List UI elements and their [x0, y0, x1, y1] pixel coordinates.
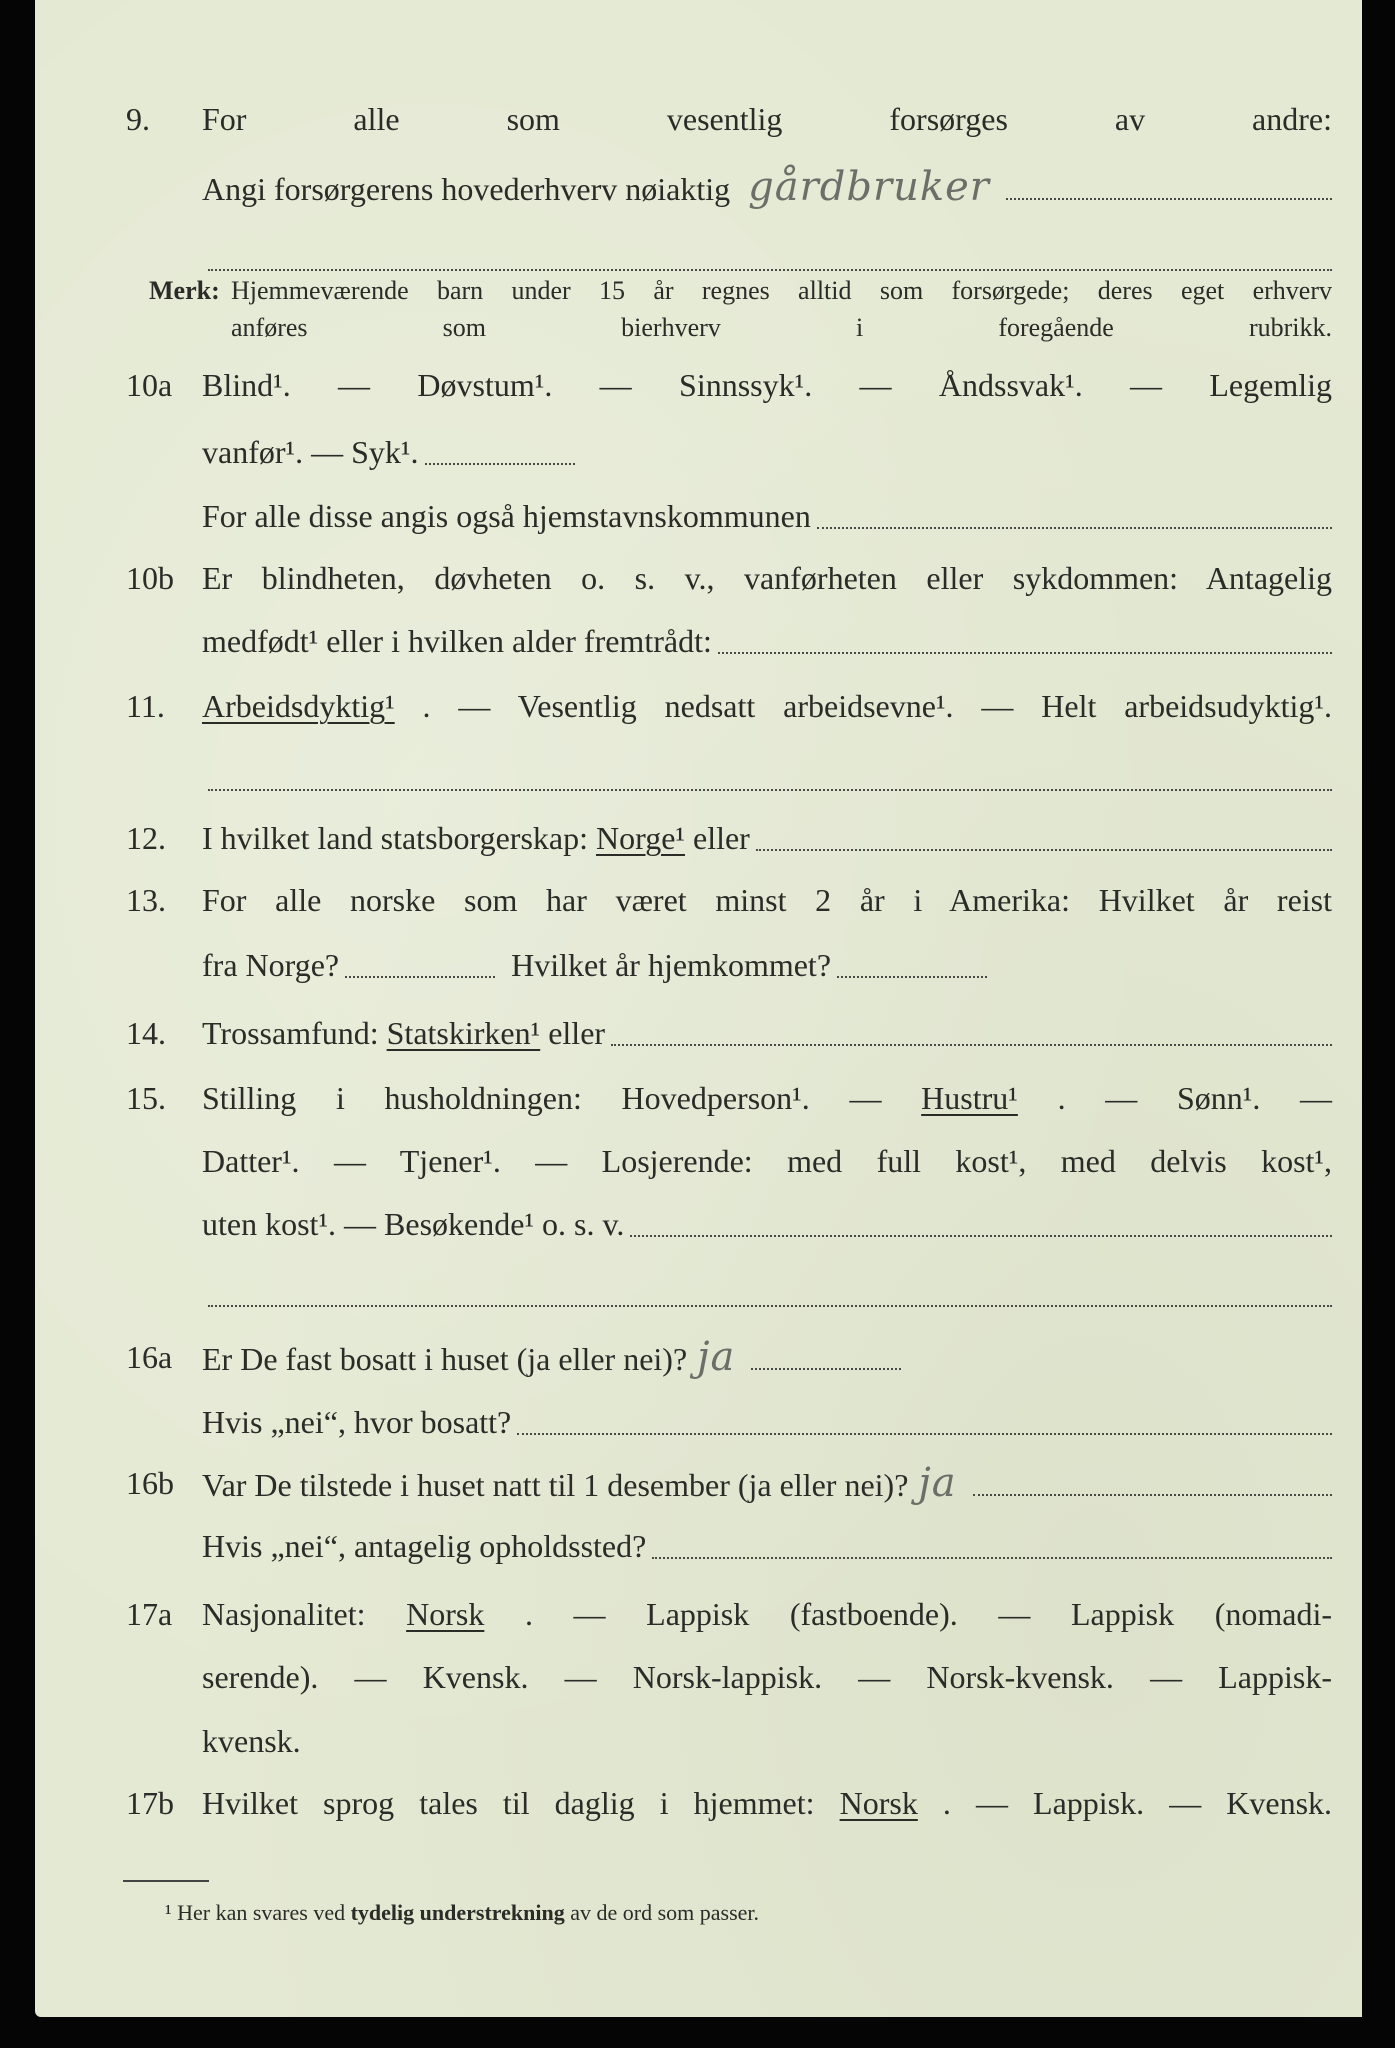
- form-text: . — Vesentlig nedsatt arbeidsevne¹. — Helt arbeidsudyktig¹.: [422, 688, 1332, 724]
- handwritten-answer: ja: [918, 1460, 957, 1506]
- census-form-page: [35, 0, 1362, 2017]
- form-line: [126, 1334, 1332, 1380]
- form-text: Trossamfund:: [202, 1015, 387, 1051]
- dotted-answer-line: [208, 789, 1332, 791]
- form-text: . — Lappisk. — Kvensk.: [942, 1785, 1333, 1821]
- dotted-answer-line: [425, 463, 575, 465]
- dotted-answer-line: [973, 1494, 1332, 1496]
- form-line: [202, 1201, 1332, 1247]
- form-line: [126, 1591, 1333, 1637]
- footnote-text-c: av de ord som passer.: [564, 1900, 760, 1925]
- form-line: [126, 683, 1332, 729]
- form-line: [126, 877, 1332, 923]
- form-text: For alle norske som har været minst 2 år i Amerika: Hvilket år reist: [202, 882, 1332, 918]
- handwritten-answer: ja: [697, 1334, 736, 1380]
- form-line: [202, 164, 1332, 210]
- form-line: [202, 429, 1332, 475]
- form-text: medfødt¹ eller i hvilken alder fremtrådt:: [202, 623, 712, 659]
- dotted-answer-line: [611, 1044, 1332, 1046]
- item-number: Merk:: [149, 276, 220, 305]
- dotted-answer-line: [345, 976, 495, 978]
- underlined-choice: Arbeidsdyktig¹: [202, 688, 395, 724]
- handwritten-answer: gårdbruker: [748, 164, 990, 210]
- item-number: 14.: [126, 1015, 166, 1051]
- form-text: I hvilket land statsborgerskap:: [202, 820, 596, 856]
- item-number: 9.: [126, 101, 150, 137]
- form-text: For alle disse angis også hjemstavnskommunen: [202, 498, 811, 534]
- item-number: 10b: [126, 560, 174, 596]
- footnote-text-b: tydelig understrekning: [350, 1900, 565, 1925]
- item-number: 12.: [126, 820, 166, 856]
- form-line: [126, 1780, 1333, 1826]
- form-text: Er blindheten, døvheten o. s. v., vanførheten eller sykdommen: Antagelig: [202, 560, 1332, 596]
- form-line: [202, 493, 1332, 539]
- footnote-mark: ¹: [165, 1900, 172, 1925]
- form-text: For alle som vesentlig forsørges av andre:: [202, 101, 1332, 137]
- form-line: [126, 96, 1332, 142]
- dotted-answer-line: [517, 1433, 1332, 1435]
- dotted-answer-line: [837, 976, 987, 978]
- form-text: Blind¹. — Døvstum¹. — Sinnssyk¹. — Åndssvak¹. — Legemlig: [202, 367, 1332, 403]
- form-text: Nasjonalitet:: [202, 1596, 407, 1632]
- form-line: [202, 1138, 1332, 1184]
- dotted-answer-line: [718, 652, 1332, 654]
- dotted-answer-line: [630, 1235, 1332, 1237]
- dotted-answer-line: [1006, 198, 1332, 200]
- item-number: 17b: [126, 1785, 174, 1821]
- form-text: serende). — Kvensk. — Norsk-lappisk. — Norsk-kvensk. — Lappisk-: [202, 1659, 1332, 1695]
- form-text: . — Lappisk (fastboende). — Lappisk (nomadi-: [524, 1596, 1333, 1632]
- form-text: fra Norge?: [202, 947, 340, 983]
- form-line: [126, 815, 1332, 861]
- footnote: [165, 1900, 759, 1926]
- form-line: [202, 1523, 1332, 1569]
- form-text: Hvis „nei“, hvor bosatt?: [202, 1404, 512, 1440]
- form-line: [126, 1460, 1332, 1506]
- form-text: Datter¹. — Tjener¹. — Losjerende: med full kost¹, med delvis kost¹,: [202, 1143, 1332, 1179]
- dotted-answer-line: [817, 527, 1332, 529]
- form-text: vanfør¹. — Syk¹.: [202, 434, 419, 470]
- form-text: Var De tilstede i huset natt til 1 desember (ja eller nei)?: [202, 1467, 909, 1503]
- item-number: 10a: [126, 367, 173, 403]
- form-line: [202, 942, 1332, 988]
- footnote-divider: [123, 1880, 209, 1882]
- footnote-text-a: Her kan svares ved: [177, 1900, 351, 1925]
- item-number: 11.: [126, 688, 165, 724]
- form-text: eller: [684, 820, 750, 856]
- form-text: Hvis „nei“, antagelig opholdssted?: [202, 1528, 647, 1564]
- form-line: [126, 1010, 1332, 1056]
- form-text: Angi forsørgerens hovederhverv nøiaktig: [202, 171, 739, 207]
- underlined-choice: Norsk: [406, 1596, 485, 1632]
- form-line: [202, 618, 1332, 664]
- dotted-answer-line: [756, 849, 1332, 851]
- form-text: Hjemmeværende barn under 15 år regnes alltid som forsørgede; deres eget erhverv: [231, 276, 1332, 305]
- form-line: [202, 1654, 1332, 1700]
- underlined-choice: Statskirken¹: [386, 1015, 541, 1051]
- item-number: 17a: [126, 1596, 173, 1632]
- form-text: eller: [540, 1015, 606, 1051]
- underlined-choice: Norge¹: [596, 820, 685, 856]
- item-number: 16a: [126, 1339, 173, 1375]
- form-line: [202, 1399, 1332, 1445]
- form-line: [231, 305, 1332, 351]
- form-line: [202, 1718, 1332, 1764]
- form-line: [202, 755, 1332, 801]
- form-line: [126, 362, 1332, 408]
- form-text: Er De fast bosatt i huset (ja eller nei)?: [202, 1341, 688, 1377]
- dotted-answer-line: [751, 1368, 901, 1370]
- form-text: . — Sønn¹. —: [1057, 1080, 1333, 1116]
- form-text: Hvilket sprog tales til daglig i hjemmet:: [202, 1785, 840, 1821]
- form-text: anføres som bierhverv i foregående rubrikk.: [231, 313, 1332, 342]
- dotted-answer-line: [652, 1557, 1332, 1559]
- item-number: 15.: [126, 1080, 166, 1116]
- form-line: [126, 1075, 1333, 1121]
- form-text: Stilling i husholdningen: Hovedperson¹. —: [202, 1080, 922, 1116]
- underlined-choice: Hustru¹: [921, 1080, 1018, 1116]
- dotted-answer-line: [208, 1305, 1332, 1307]
- form-text: uten kost¹. — Besøkende¹ o. s. v.: [202, 1206, 625, 1242]
- item-number: 13.: [126, 882, 166, 918]
- item-number: 16b: [126, 1465, 174, 1501]
- underlined-choice: Norsk: [839, 1785, 918, 1821]
- form-line: [126, 555, 1332, 601]
- form-line: [202, 1271, 1332, 1317]
- form-text: Hvilket år hjemkommet?: [495, 947, 832, 983]
- form-text: kvensk.: [202, 1723, 301, 1759]
